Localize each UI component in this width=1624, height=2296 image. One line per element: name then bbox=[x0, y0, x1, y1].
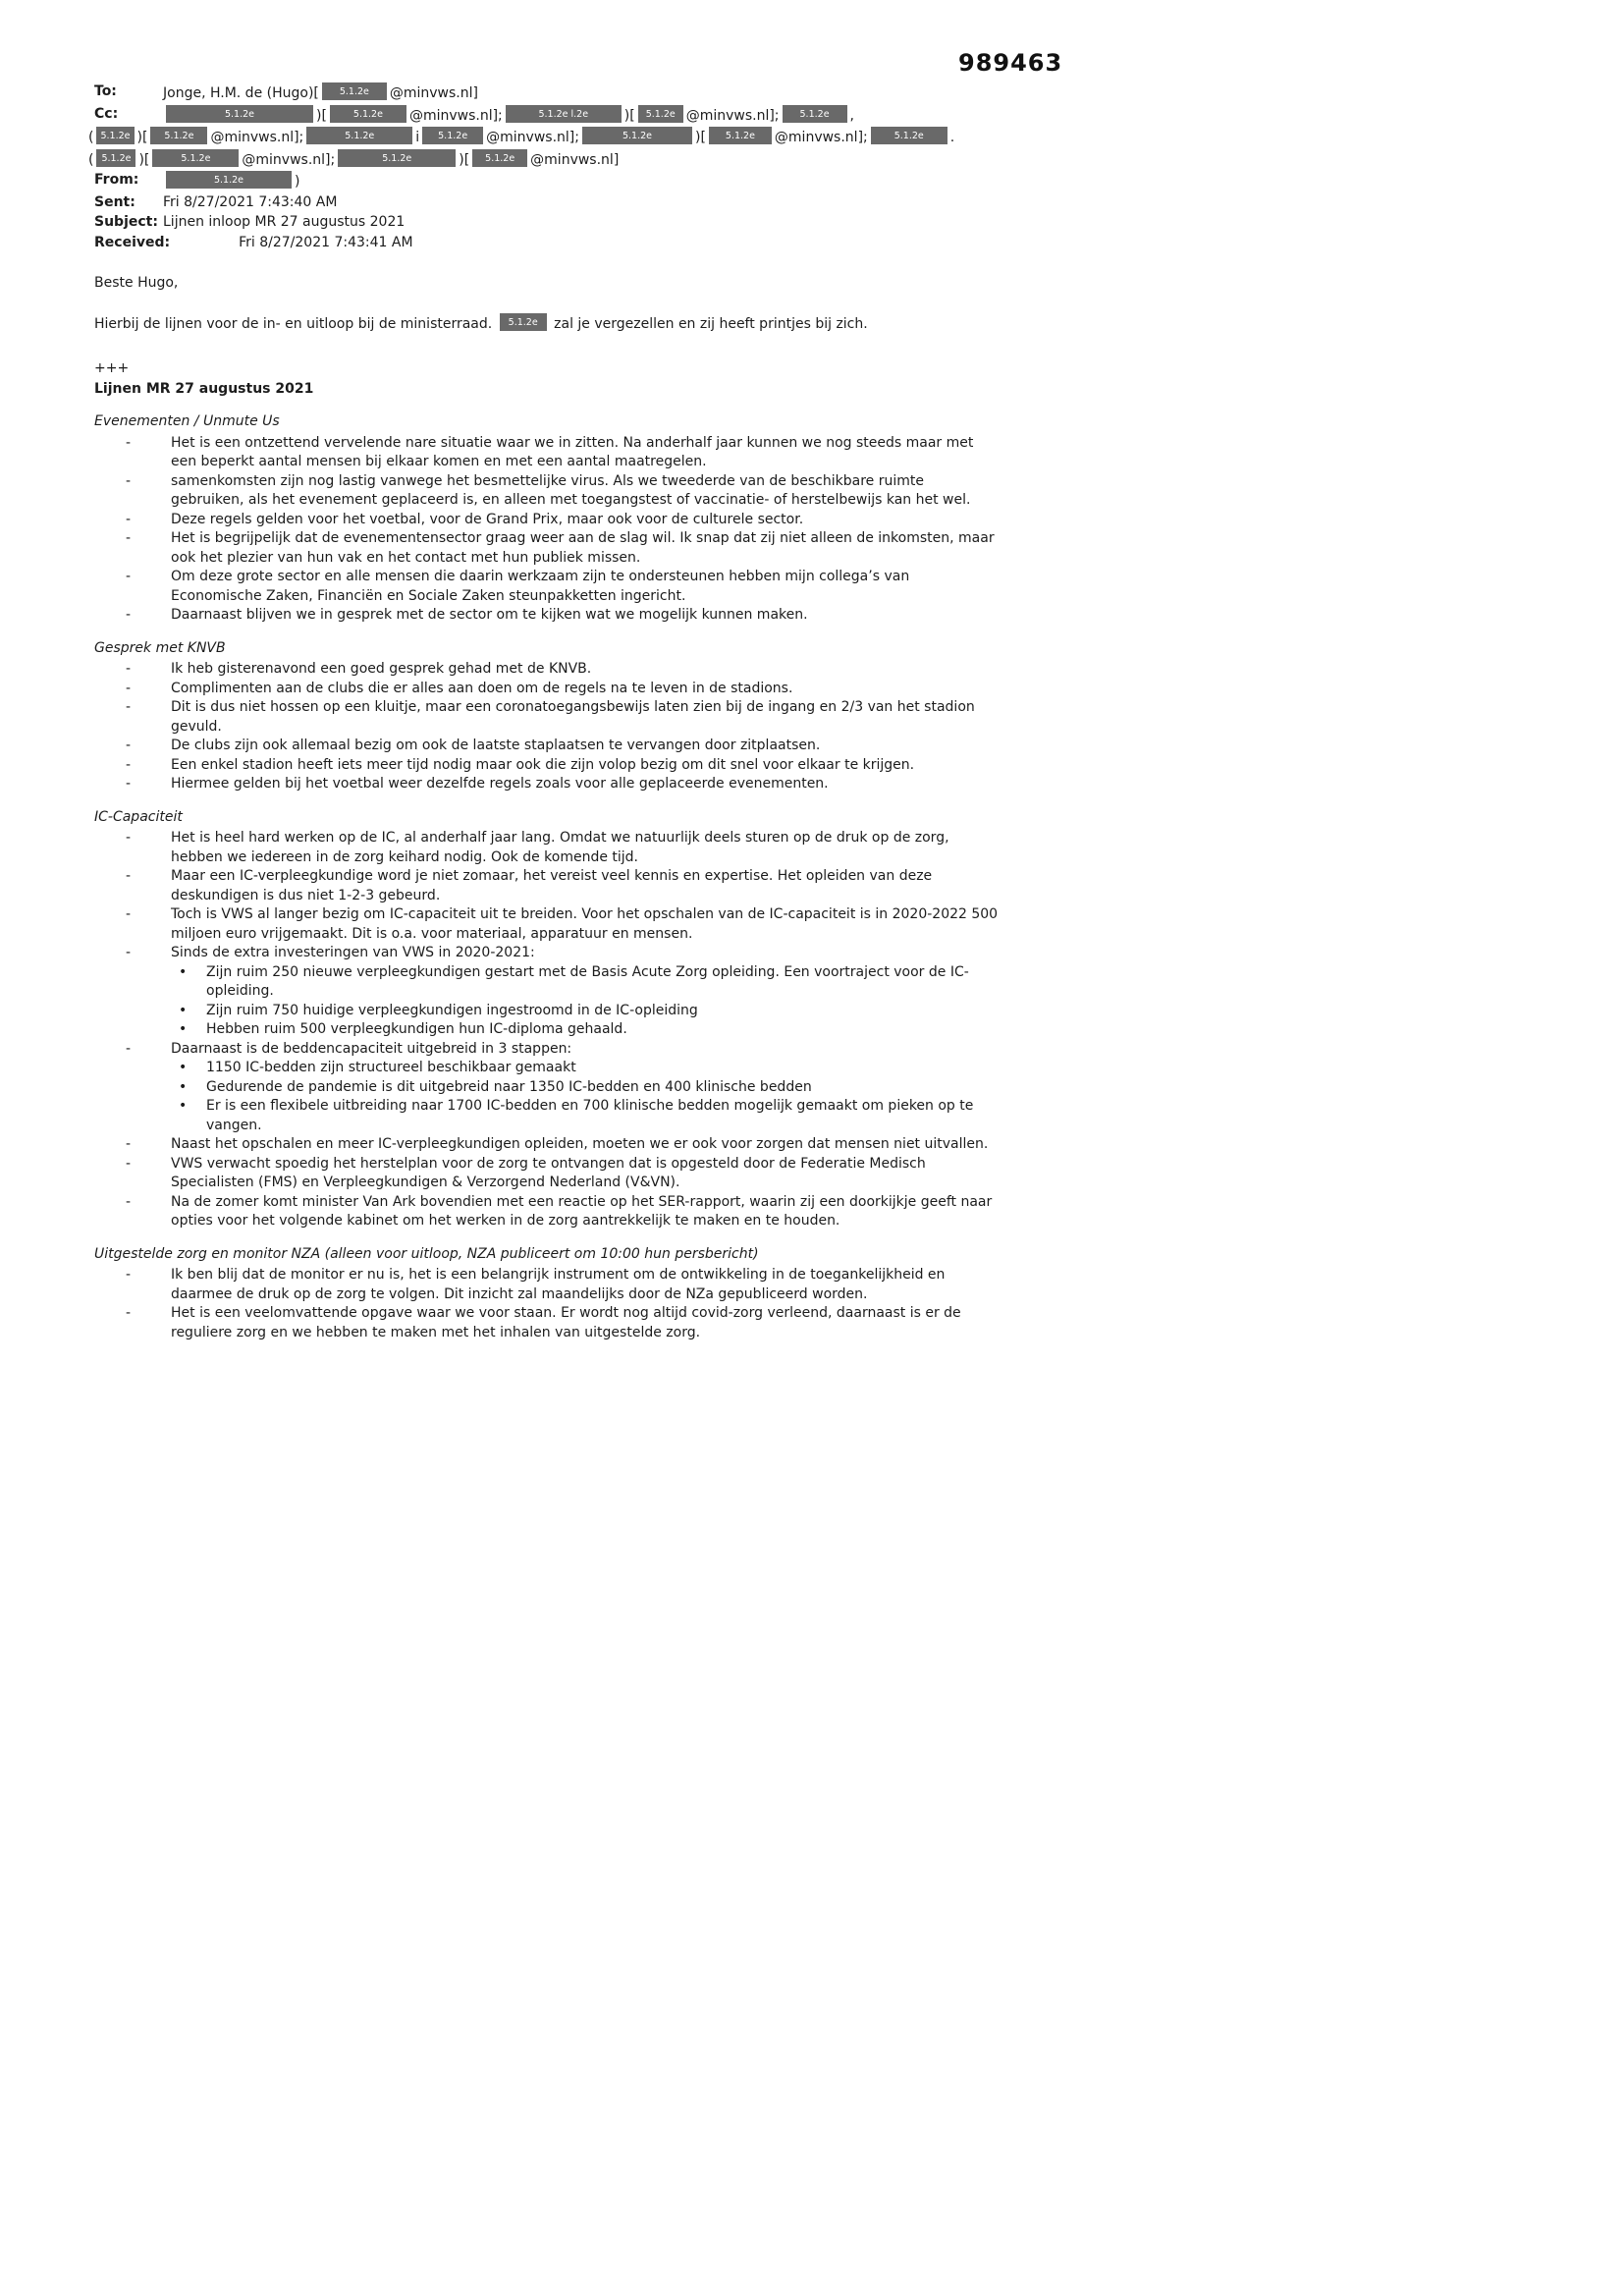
bullet-text: Hiermee gelden bij het voetbal weer dezelfde regels zoals voor alle geplaceerde evenementen. bbox=[171, 776, 829, 792]
header-value bbox=[88, 127, 1000, 148]
dash-marker: - bbox=[126, 1305, 132, 1321]
bullet-text: Dit is dus niet hossen op een kluitje, maar een coronatoegangsbewijs laten zien bij de ingang en 2/3 van het stadion gevuld. bbox=[171, 699, 975, 735]
dash-marker: - bbox=[126, 569, 132, 584]
sub-bullet-item bbox=[94, 1020, 1000, 1040]
bullet-text: De clubs zijn ook allemaal bezig om ook de laatste staplaatsen te vervangen door zitplaatsen. bbox=[171, 738, 821, 753]
text-segment: Fri 8/27/2021 7:43:40 AM bbox=[163, 193, 338, 210]
dash-marker: - bbox=[126, 906, 132, 922]
text-segment: )[ bbox=[316, 107, 327, 124]
header-row bbox=[94, 171, 1000, 192]
redaction-box: 5.1.2e bbox=[709, 127, 772, 144]
text-segment: )[ bbox=[136, 130, 148, 145]
text-segment: )[ bbox=[623, 107, 635, 124]
bullet-item bbox=[94, 606, 1000, 626]
text-segment: @minvws.nl] bbox=[389, 85, 478, 101]
header-value bbox=[163, 193, 1000, 213]
text-segment: @minvws.nl]; bbox=[210, 130, 304, 145]
bullet-text: Sinds de extra investeringen van VWS in 2020-2021: bbox=[171, 945, 535, 960]
header-value bbox=[163, 213, 1000, 233]
dash-marker: - bbox=[126, 472, 132, 489]
dash-marker: - bbox=[126, 756, 132, 773]
dash-marker: - bbox=[126, 530, 132, 546]
header-row bbox=[94, 193, 1000, 213]
dash-marker: - bbox=[126, 1193, 132, 1210]
body-title: Lijnen MR 27 augustus 2021 bbox=[94, 380, 314, 397]
redaction-box: 5.1.2e bbox=[338, 149, 456, 167]
bullet-item bbox=[94, 775, 1000, 794]
bullet-item bbox=[94, 944, 1000, 963]
bullet-item bbox=[94, 660, 1000, 680]
intro-line bbox=[94, 313, 1000, 335]
bullet-item bbox=[94, 1040, 1000, 1060]
sub-bullet-item bbox=[94, 1097, 1000, 1135]
header-row bbox=[94, 213, 1000, 233]
header-value bbox=[170, 234, 1000, 253]
bullet-item bbox=[94, 1193, 1000, 1231]
text-segment: @minvws.nl]; bbox=[774, 130, 868, 145]
header-label: Subject: bbox=[94, 214, 158, 230]
bullet-text: Om deze grote sector en alle mensen die daarin werkzaam zijn te ondersteunen hebben mijn collega’s van Economische Zaken, Financiën en Sociale Zaken steunpakketten ingericht. bbox=[171, 569, 910, 604]
text-segment: i bbox=[415, 130, 420, 145]
dash-marker: - bbox=[126, 680, 132, 696]
bullet-text: Na de zomer komt minister Van Ark bovendien met een reactie op het SER-rapport, waarin zij een doorkijkje geeft naar opties voor het volgende kabinet om het werken in de zorg aantrekkelijk te maken en te houden. bbox=[171, 1193, 993, 1229]
section-heading: Gesprek met KNVB bbox=[94, 639, 226, 656]
bullet-item bbox=[94, 680, 1000, 699]
redaction-box: 5.1.2e l.2e bbox=[506, 105, 622, 123]
text-segment: @minvws.nl]; bbox=[242, 151, 336, 168]
header-value bbox=[163, 171, 1000, 192]
bullet-text: Het is een veelomvattende opgave waar we voor staan. Er wordt nog altijd covid-zorg verleend, daarnaast is er de reguliere zorg en we hebben te maken met het inhalen van uitgestelde zorg. bbox=[171, 1305, 961, 1340]
text-segment: ( bbox=[88, 151, 94, 168]
redaction-box: 5.1.2e bbox=[152, 149, 239, 167]
bullet-item bbox=[94, 905, 1000, 944]
bullet-text: Ik heb gisterenavond een goed gesprek gehad met de KNVB. bbox=[171, 661, 592, 677]
sub-bullet-text: Er is een flexibele uitbreiding naar 1700 IC-bedden en 700 klinische bedden mogelijk gemaakt om pieken op te vangen. bbox=[206, 1098, 974, 1133]
text-segment: Lijnen inloop MR 27 augustus 2021 bbox=[163, 214, 406, 230]
sub-bullet-text: Gedurende de pandemie is dit uitgebreid naar 1350 IC-bedden en 400 klinische bedden bbox=[206, 1078, 812, 1095]
bullet-text: VWS verwacht spoedig het herstelplan voor de zorg te ontvangen dat is opgesteld door de Federatie Medisch Specialisten (FMS) en Verpleegkundigen & Verzorgend Nederland (V&VN). bbox=[171, 1155, 926, 1190]
dash-marker: - bbox=[126, 1040, 132, 1057]
bullet-item bbox=[94, 568, 1000, 606]
sub-bullet-text: 1150 IC-bedden zijn structureel beschikbaar gemaakt bbox=[206, 1060, 576, 1075]
sub-bullet-item bbox=[94, 1002, 1000, 1021]
section-heading: IC-Capaciteit bbox=[94, 808, 183, 825]
dash-marker: - bbox=[126, 738, 132, 753]
text-segment: @minvws.nl] bbox=[530, 151, 620, 168]
header-row bbox=[94, 82, 1000, 104]
text-segment: Fri 8/27/2021 7:43:41 AM bbox=[239, 234, 413, 250]
redaction-box: 5.1.2e bbox=[96, 127, 134, 144]
redaction-box: 5.1.2e bbox=[783, 105, 847, 123]
dash-marker: - bbox=[126, 1267, 132, 1283]
redaction-box: 5.1.2e bbox=[422, 127, 483, 144]
redaction-box: 5.1.2e bbox=[500, 313, 547, 331]
dash-marker: - bbox=[126, 699, 132, 715]
bullet-text: Daarnaast is de beddencapaciteit uitgebreid in 3 stappen: bbox=[171, 1040, 572, 1057]
bullet-item bbox=[94, 529, 1000, 568]
dash-marker: - bbox=[126, 661, 132, 677]
redaction-box: 5.1.2e bbox=[582, 127, 692, 144]
header-label: Cc: bbox=[94, 105, 119, 122]
text-segment: zal je vergezellen en zij heeft printjes bij zich. bbox=[549, 315, 868, 332]
bullet-text: samenkomsten zijn nog lastig vanwege het besmettelijke virus. Als we tweederde van de beschikbare ruimte gebruiken, als het evenement geplaceerd is, en alleen met toegangstest of vaccinatie- of herstelbewijs kan het wel. bbox=[171, 472, 971, 508]
bullet-text: Daarnaast blijven we in gesprek met de sector om te kijken wat we mogelijk kunnen maken. bbox=[171, 607, 808, 623]
bullet-text: Maar een IC-verpleegkundige word je niet zomaar, het vereist veel kennis en expertise. Het opleiden van deze deskundigen is dus niet 1-2-3 gebeurd. bbox=[171, 868, 933, 903]
text-segment: )[ bbox=[459, 151, 470, 168]
section-heading: Uitgestelde zorg en monitor NZA (alleen voor uitloop, NZA publiceert om 10:00 hun persbericht) bbox=[94, 1245, 759, 1262]
bullet-text: Ik ben blij dat de monitor er nu is, het is een belangrijk instrument om de ontwikkeling in de toegankelijkheid en daarmee de druk op de zorg te volgen. Dit inzicht zal maandelijks door de NZa gepubliceerd worden. bbox=[171, 1267, 946, 1302]
separator: +++ bbox=[94, 360, 130, 376]
header-row bbox=[94, 234, 1000, 253]
text-segment: , bbox=[849, 107, 854, 124]
bullet-item bbox=[94, 867, 1000, 905]
text-segment: @minvws.nl]; bbox=[486, 130, 579, 145]
text-segment: . bbox=[949, 130, 955, 145]
dot-marker: • bbox=[179, 1021, 188, 1037]
email-headers bbox=[88, 82, 1000, 252]
bullet-item bbox=[94, 756, 1000, 776]
header-label: To: bbox=[94, 83, 117, 99]
sub-bullet-item bbox=[94, 1078, 1000, 1098]
bullet-item bbox=[94, 1266, 1000, 1304]
bullet-item bbox=[94, 829, 1000, 867]
redaction-box: 5.1.2e bbox=[472, 149, 527, 167]
header-label: From: bbox=[94, 172, 139, 188]
greeting: Beste Hugo, bbox=[94, 275, 179, 291]
header-label: Sent: bbox=[94, 193, 135, 210]
bullet-item bbox=[94, 511, 1000, 530]
dash-marker: - bbox=[126, 868, 132, 884]
bullet-text: Naast het opschalen en meer IC-verpleegkundigen opleiden, moeten we er ook voor zorgen dat mensen niet uitvallen. bbox=[171, 1136, 989, 1152]
bullet-item bbox=[94, 434, 1000, 472]
dash-marker: - bbox=[126, 607, 132, 623]
bullet-item bbox=[94, 698, 1000, 737]
header-label: Received: bbox=[94, 234, 171, 250]
dot-marker: • bbox=[179, 1078, 188, 1095]
text-segment: )[ bbox=[138, 151, 150, 168]
bullet-item bbox=[94, 1135, 1000, 1155]
sub-bullet-text: Hebben ruim 500 verpleegkundigen hun IC-diploma gehaald. bbox=[206, 1021, 627, 1037]
text-segment: )[ bbox=[694, 130, 706, 145]
bullet-text: Een enkel stadion heeft iets meer tijd nodig maar ook die zijn volop bezig om dit snel voor elkaar te krijgen. bbox=[171, 756, 915, 773]
redaction-box: 5.1.2e bbox=[322, 82, 387, 100]
redaction-box: 5.1.2e bbox=[638, 105, 683, 123]
bullet-item bbox=[94, 1304, 1000, 1342]
header-row bbox=[88, 127, 1000, 148]
header-row bbox=[94, 105, 1000, 127]
sub-bullet-item bbox=[94, 963, 1000, 1002]
bullet-text: Deze regels gelden voor het voetbal, voor de Grand Prix, maar ook voor de culturele sector. bbox=[171, 511, 804, 527]
document-number: 989463 bbox=[958, 49, 1063, 77]
sub-bullet-item bbox=[94, 1059, 1000, 1078]
dot-marker: • bbox=[179, 1060, 188, 1075]
redaction-box: 5.1.2e bbox=[150, 127, 207, 144]
bullet-text: Het is een ontzettend vervelende nare situatie waar we in zitten. Na anderhalf jaar kunnen we nog steeds maar met een beperkt aantal mensen bij elkaar komen en met een aantal maatregelen. bbox=[171, 434, 974, 469]
dash-marker: - bbox=[126, 830, 132, 846]
redaction-box: 5.1.2e bbox=[166, 171, 292, 189]
sections bbox=[94, 412, 1000, 1342]
text-segment: @minvws.nl]; bbox=[408, 107, 503, 124]
text-segment: ( bbox=[88, 130, 94, 145]
redaction-box: 5.1.2e bbox=[871, 127, 947, 144]
dash-marker: - bbox=[126, 945, 132, 960]
text-segment: Hierbij de lijnen voor de in- en uitloop bij de ministerraad. bbox=[94, 315, 497, 332]
redaction-box: 5.1.2e bbox=[330, 105, 406, 123]
bullet-item bbox=[94, 1155, 1000, 1193]
redaction-box: 5.1.2e bbox=[306, 127, 412, 144]
dot-marker: • bbox=[179, 963, 188, 980]
header-value bbox=[163, 82, 1000, 104]
dot-marker: • bbox=[179, 1098, 188, 1114]
header-row bbox=[88, 149, 1000, 171]
dash-marker: - bbox=[126, 776, 132, 792]
bullet-text: Het is begrijpelijk dat de evenementensector graag weer aan de slag wil. Ik snap dat zij niet alleen de inkomsten, maar ook het plezier van hun vak en het contact met hun publiek missen. bbox=[171, 530, 995, 566]
sub-bullet-text: Zijn ruim 250 nieuwe verpleegkundigen gestart met de Basis Acute Zorg opleiding. Een voortraject voor de IC-opleiding. bbox=[206, 963, 969, 999]
text-segment: Jonge, H.M. de (Hugo)[ bbox=[163, 85, 319, 101]
bullet-text: Het is heel hard werken op de IC, al anderhalf jaar lang. Omdat we natuurlijk deels sturen op de druk op de zorg, hebben we iedereen in de zorg keihard nodig. Ook de komende tijd. bbox=[171, 830, 949, 865]
dash-marker: - bbox=[126, 434, 132, 451]
redaction-box: 5.1.2e bbox=[96, 149, 135, 167]
dash-marker: - bbox=[126, 1155, 132, 1172]
dash-marker: - bbox=[126, 511, 132, 527]
email-content bbox=[88, 82, 1000, 1342]
text-segment: @minvws.nl]; bbox=[685, 107, 780, 124]
bullet-item bbox=[94, 737, 1000, 756]
sub-bullet-text: Zijn ruim 750 huidige verpleegkundigen ingestroomd in de IC-opleiding bbox=[206, 1002, 698, 1018]
bullet-text: Toch is VWS al langer bezig om IC-capaciteit uit te breiden. Voor het opschalen van de IC-capaciteit is in 2020-2022 500 miljoen euro vrijgemaakt. Dit is o.a. voor materiaal, apparatuur en mensen. bbox=[171, 906, 999, 942]
dot-marker: • bbox=[179, 1002, 188, 1018]
section-heading: Evenementen / Unmute Us bbox=[94, 413, 280, 429]
redaction-box: 5.1.2e bbox=[166, 105, 313, 123]
dash-marker: - bbox=[126, 1136, 132, 1152]
bullet-text: Complimenten aan de clubs die er alles aan doen om de regels na te leven in de stadions. bbox=[171, 680, 793, 696]
bullet-item bbox=[94, 472, 1000, 511]
header-value bbox=[88, 149, 1000, 171]
text-segment: ) bbox=[295, 174, 300, 190]
header-value bbox=[163, 105, 1000, 127]
